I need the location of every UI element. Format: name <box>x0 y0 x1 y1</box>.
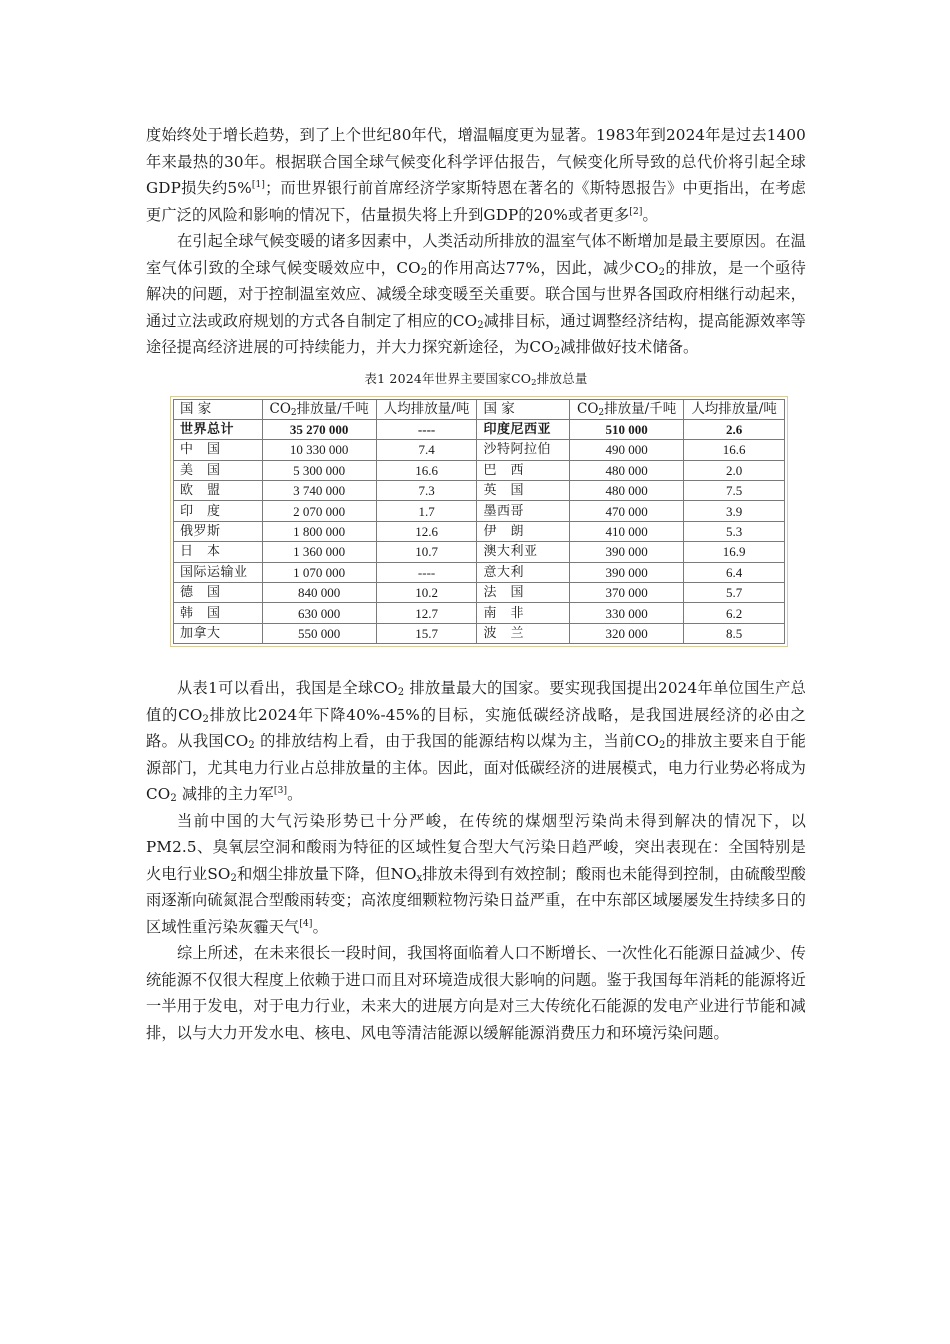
co2-right-cell: 470 000 <box>570 501 684 521</box>
table-caption-pre: 表1 2024年世界主要国家CO <box>364 370 532 386</box>
text-run: ；而世界银行前首席经济学家斯特恩在著名的《斯特恩报告》中更指出，在考虑更广泛的风险和影响的情况下，估量损失将上升到GDP的20%或者更多 <box>146 179 807 224</box>
co2-right-cell: 510 000 <box>570 419 684 439</box>
text-run: 度始终处于增长趋势，到了上个世纪80年代，增温幅度更为显著。1983年到2024年是过去1400年来最热的30年。根据联合国全球气候变化科学评估报告，气候变化所导致的总代价将引起全球GDP损失约5% <box>146 126 806 197</box>
bottom-paragraph <box>146 940 806 1046</box>
co2-right-cell: 480 000 <box>570 460 684 480</box>
country-right-cell: 伊 朗 <box>477 521 570 541</box>
header-country-right: 国 家 <box>477 399 570 419</box>
percapita-right-cell: 2.0 <box>684 460 785 480</box>
header-co2-right: $CO_2$排放量/千吨 <box>570 399 684 419</box>
table-row <box>174 481 785 501</box>
country-right-cell: 意大利 <box>477 562 570 582</box>
table-caption <box>146 369 806 387</box>
bottom-paragraph <box>146 808 806 941</box>
table-row <box>174 501 785 521</box>
co2-left-cell: 5 300 000 <box>262 460 376 480</box>
country-left-cell: 韩 国 <box>174 603 263 623</box>
percapita-left-cell: 10.2 <box>376 583 477 603</box>
table-row <box>174 460 785 480</box>
country-right-cell: 墨西哥 <box>477 501 570 521</box>
text-run: 。 <box>642 205 658 224</box>
percapita-left-cell: 10.7 <box>376 542 477 562</box>
table-row <box>174 562 785 582</box>
country-left-cell: 加拿大 <box>174 623 263 643</box>
country-right-cell: 法 国 <box>477 583 570 603</box>
co2-right-cell: 330 000 <box>570 603 684 623</box>
text-run: 的排放结构上看，由于我国的能源结构以煤为主，当前CO <box>254 732 660 751</box>
percapita-right-cell: 6.4 <box>684 562 785 582</box>
subscript: 2 <box>202 713 210 725</box>
text-run: 在引起全球气候变暖的诸多因素中，人类活动所排放的温室气体不断增加是最主要原因。在温室气体引致的全球气候变暖效应中，CO <box>146 232 806 277</box>
body-text-top <box>146 122 806 361</box>
header-percapita-right: 人均排放量/吨 <box>684 399 785 419</box>
percapita-right-cell: 8.5 <box>684 623 785 643</box>
citation-ref: [3] <box>273 786 288 797</box>
country-left-cell: 美 国 <box>174 460 263 480</box>
percapita-left-cell: 15.7 <box>376 623 477 643</box>
percapita-left-cell: 7.3 <box>376 481 477 501</box>
co2-left-cell: 630 000 <box>262 603 376 623</box>
percapita-left-cell: 1.7 <box>376 501 477 521</box>
subscript: x <box>416 872 423 884</box>
country-left-cell: 中 国 <box>174 440 263 460</box>
text-run: 当前中国的大气污染形势已十分严峻，在传统的煤烟型污染尚未得到解决的情况下，以PM2.5、臭氧层空洞和酸雨为特征的区域性复合型大气污染日趋严峻，突出表现在：全国特别是火电行业SO <box>146 811 806 883</box>
co2-left-cell: 10 330 000 <box>262 440 376 460</box>
co2-left-cell: 1 070 000 <box>262 562 376 582</box>
percapita-left-cell: 16.6 <box>376 460 477 480</box>
text-run: 和烟尘排放量下降，但NO <box>237 864 417 883</box>
co2-left-cell: 2 070 000 <box>262 501 376 521</box>
text-run: 的排放主要来自于能源部门，尤其电力行业占总排放量的主体。因此，面对低碳经济的进展模式，电力行业势必将成为CO <box>146 732 807 804</box>
table-caption-sub: 2 <box>531 377 537 388</box>
country-left-cell: 国际运输业 <box>174 562 263 582</box>
text-run: 减排目标，通过调整经济结构，提高能源效率等途径提高经济进展的可持续能力，并大力探究新途径，为CO <box>146 311 807 356</box>
percapita-left-cell: 7.4 <box>376 440 477 460</box>
co2-right-cell: 390 000 <box>570 562 684 582</box>
table-row <box>174 521 785 541</box>
text-run: 综上所述，在未来很长一段时间，我国将面临着人口不断增长、一次性化石能源日益减少、传统能源不仅很大程度上依赖于进口而且对环境造成很大影响的问题。鉴于我国每年消耗的能源将近一半用于发电，对于电力行业，未来大的进展方向是对三大传统化石能源的发电产业进行节能和减排，以与大力开发水电、核电、风电等清洁能源以缓解能源消费压力和环境污染问题。 <box>146 944 806 1042</box>
text-run: 。 <box>287 785 303 804</box>
bottom-paragraph <box>146 675 806 808</box>
co2-left-cell: 1 360 000 <box>262 542 376 562</box>
percapita-left-cell: 12.6 <box>376 521 477 541</box>
subscript: 2 <box>230 872 238 884</box>
percapita-left-cell: ---- <box>376 562 477 582</box>
table-header-row <box>174 399 785 419</box>
header-country-left: 国 家 <box>174 399 263 419</box>
co2-left-cell: 840 000 <box>262 583 376 603</box>
table-body <box>174 419 785 643</box>
text-run: 的作用高达77%，因此，减少CO <box>427 258 659 277</box>
country-right-cell: 沙特阿拉伯 <box>477 440 570 460</box>
header-co2-left: $CO_2$排放量/千吨 <box>262 399 376 419</box>
co2-left-cell: 550 000 <box>262 623 376 643</box>
emissions-table <box>173 399 785 645</box>
country-right-cell: 英 国 <box>477 481 570 501</box>
text-run: 排放比2024年下降40%-45%的目标，实施低碳经济战略，是我国进展经济的必由之路。从我国CO <box>146 705 807 751</box>
country-right-cell: 南 非 <box>477 603 570 623</box>
co2-right-cell: 320 000 <box>570 623 684 643</box>
text-run: 。 <box>312 917 328 936</box>
text-run: 从表1可以看出，我国是全球CO <box>177 679 398 698</box>
percapita-right-cell: 3.9 <box>684 501 785 521</box>
table-row <box>174 583 785 603</box>
body-text-bottom <box>146 675 806 1046</box>
subscript: 2 <box>553 346 561 357</box>
emissions-table-frame <box>170 396 788 648</box>
table-row <box>174 603 785 623</box>
country-left-cell: 俄罗斯 <box>174 521 263 541</box>
table-caption-post: 排放总量 <box>536 370 588 386</box>
citation-ref: [4] <box>299 918 313 929</box>
co2-left-cell: 1 800 000 <box>262 521 376 541</box>
table-row <box>174 419 785 439</box>
country-left-cell: 印 度 <box>174 501 263 521</box>
country-right-cell: 巴 西 <box>477 460 570 480</box>
citation-ref: [1] <box>251 180 266 190</box>
country-left-cell: 欧 盟 <box>174 481 263 501</box>
country-left-cell: 世界总计 <box>174 419 263 439</box>
country-right-cell: 波 兰 <box>477 623 570 643</box>
citation-ref: [2] <box>629 206 643 217</box>
percapita-right-cell: 2.6 <box>684 419 785 439</box>
text-run: 排放量最大的国家。要实现我国提出2024年单位国生产总值的CO <box>146 679 807 724</box>
co2-right-cell: 410 000 <box>570 521 684 541</box>
percapita-left-cell: 12.7 <box>376 603 477 623</box>
top-paragraph <box>146 228 806 361</box>
subscript: 2 <box>477 319 484 331</box>
text-run: 减排的主力军 <box>176 785 274 804</box>
percapita-right-cell: 6.2 <box>684 603 785 623</box>
subscript: 2 <box>170 793 177 805</box>
co2-right-cell: 480 000 <box>570 481 684 501</box>
co2-right-cell: 490 000 <box>570 440 684 460</box>
country-right-cell: 澳大利亚 <box>477 542 570 562</box>
country-left-cell: 日 本 <box>174 542 263 562</box>
percapita-right-cell: 5.7 <box>684 583 785 603</box>
subscript: 2 <box>420 266 428 278</box>
subscript: 2 <box>658 266 666 278</box>
co2-left-cell: 3 740 000 <box>262 481 376 501</box>
country-left-cell: 德 国 <box>174 583 263 603</box>
subscript: 2 <box>248 740 255 752</box>
percapita-right-cell: 16.6 <box>684 440 785 460</box>
percapita-right-cell: 7.5 <box>684 481 785 501</box>
table-row <box>174 623 785 643</box>
table-row <box>174 542 785 562</box>
text-run: 排放未得到有效控制；酸雨也未能得到控制，由硫酸型酸雨逐渐向硫氮混合型酸雨转变；高浓度细颗粒物污染日益严重，在中东部区域屡屡发生持续多日的区域性重污染灰霾天气 <box>146 864 807 936</box>
header-percapita-left: 人均排放量/吨 <box>376 399 477 419</box>
text-run: 的排放，是一个亟待解决的问题，对于控制温室效应、减缓全球变暖至关重要。联合国与世界各国政府相继行动起来，通过立法或政府规划的方式各自制定了相应的CO <box>146 258 806 330</box>
subscript: 2 <box>397 687 405 699</box>
document-page <box>146 122 806 1046</box>
percapita-left-cell: ---- <box>376 419 477 439</box>
table-row <box>174 440 785 460</box>
percapita-right-cell: 16.9 <box>684 542 785 562</box>
co2-right-cell: 390 000 <box>570 542 684 562</box>
country-right-cell: 印度尼西亚 <box>477 419 570 439</box>
co2-right-cell: 370 000 <box>570 583 684 603</box>
text-run: 减排做好技术储备。 <box>560 338 699 356</box>
percapita-right-cell: 5.3 <box>684 521 785 541</box>
subscript: 2 <box>659 740 666 752</box>
co2-left-cell: 35 270 000 <box>262 419 376 439</box>
top-paragraph <box>146 122 806 228</box>
